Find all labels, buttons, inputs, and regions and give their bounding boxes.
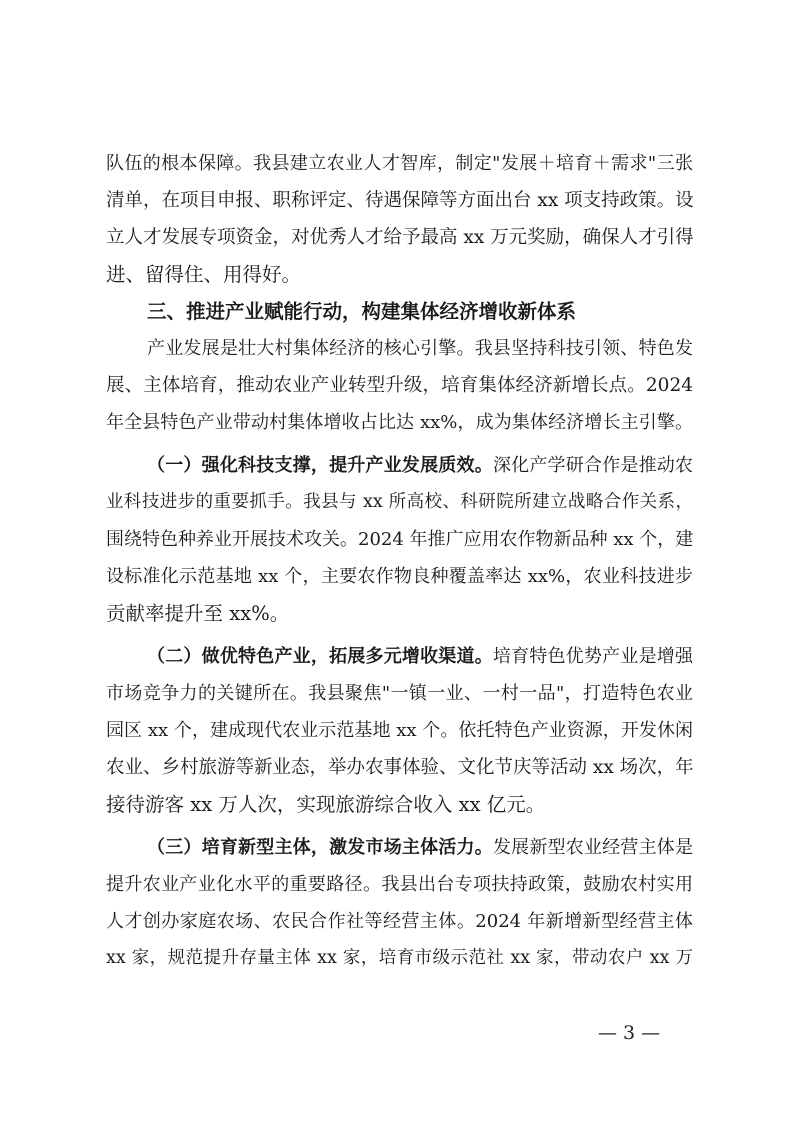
text-line <box>106 638 693 675</box>
paragraph-talent <box>106 145 693 293</box>
text-line: 年全县特色产业带动村集体增收占比达 xx%，成为集体经济增长主引擎。 <box>106 412 693 433</box>
text-line: 提升农业产业化水平的重要路径。我县出台专项扶持政策，鼓励农村实用 <box>106 874 693 895</box>
text-line: 设标准化示范基地 xx 个，主要农作物良种覆盖率达 xx%，农业科技进步 <box>106 566 693 587</box>
page-number: — 3 — <box>598 1022 661 1044</box>
text-line: 园区 xx 个，建成现代农业示范基地 xx 个。依托特色产业资源，开发休闲 <box>106 720 693 741</box>
text-line: 立人才发展专项资金，对优秀人才给予最高 xx 万元奖励，确保人才引得 <box>106 227 694 248</box>
subsection-lead: （二）做优特色产业，拓展多元增收渠道。 <box>147 646 493 667</box>
text-line: 进、留得住、用得好。 <box>106 263 302 286</box>
subsection-text: 培育特色优势产业是增强 <box>492 646 694 667</box>
text-line: 人才创办家庭农场、农民合作社等经营主体。2024 年新增新型经营主体 <box>106 911 693 932</box>
subsection-text: 发展新型农业经营主体是 <box>492 837 694 858</box>
text-line: 围绕特色种养业开展技术攻关。2024 年推广应用农作物新品种 xx 个，建 <box>106 529 694 550</box>
subsection-lead: （三）培育新型主体，激发市场主体活力。 <box>147 837 493 858</box>
text-line: 市场竞争力的关键所在。我县聚焦"一镇一业、一村一品"，打造特色农业 <box>106 683 693 704</box>
text-line: 队伍的根本保障。我县建立农业人才智库，制定"发展＋培育＋需求"三张 <box>106 153 693 174</box>
text-line: xx 家，规范提升存量主体 xx 家，培育市级示范社 xx 家，带动农户 xx 万 <box>106 948 693 968</box>
text-line <box>106 829 693 866</box>
subsection-tech <box>106 447 693 632</box>
subsection-lead: （一）强化科技支撑，提升产业发展质效。 <box>147 455 493 476</box>
section-heading: 三、推进产业赋能行动，构建集体经济增收新体系 <box>147 300 577 323</box>
subsection-industry <box>106 638 693 823</box>
document-body <box>106 145 693 977</box>
text-line: 接待游客 xx 万人次，实现旅游综合收入 xx 亿元。 <box>106 793 546 816</box>
text-line <box>106 447 693 484</box>
text-line: 清单，在项目申报、职称评定、待遇保障等方面出台 xx 项支持政策。设 <box>106 190 694 211</box>
text-line: 产业发展是壮大村集体经济的核心引擎。我县坚持科技引领、特色发 <box>147 338 693 359</box>
text-line: 贡献率提升至 xx%。 <box>106 602 290 625</box>
text-line: 农业、乡村旅游等新业态，举办农事体验、文化节庆等活动 xx 场次，年 <box>106 757 694 778</box>
paragraph-intro <box>106 330 693 441</box>
text-line: 展、主体培育，推动农业产业转型升级，培育集体经济新增长点。2024 <box>106 375 693 396</box>
subsection-entities <box>106 829 693 977</box>
text-line: 业科技进步的重要抓手。我县与 xx 所高校、科研院所建立战略合作关系， <box>106 492 693 512</box>
subsection-text: 深化产学研合作是推动农 <box>492 455 694 476</box>
